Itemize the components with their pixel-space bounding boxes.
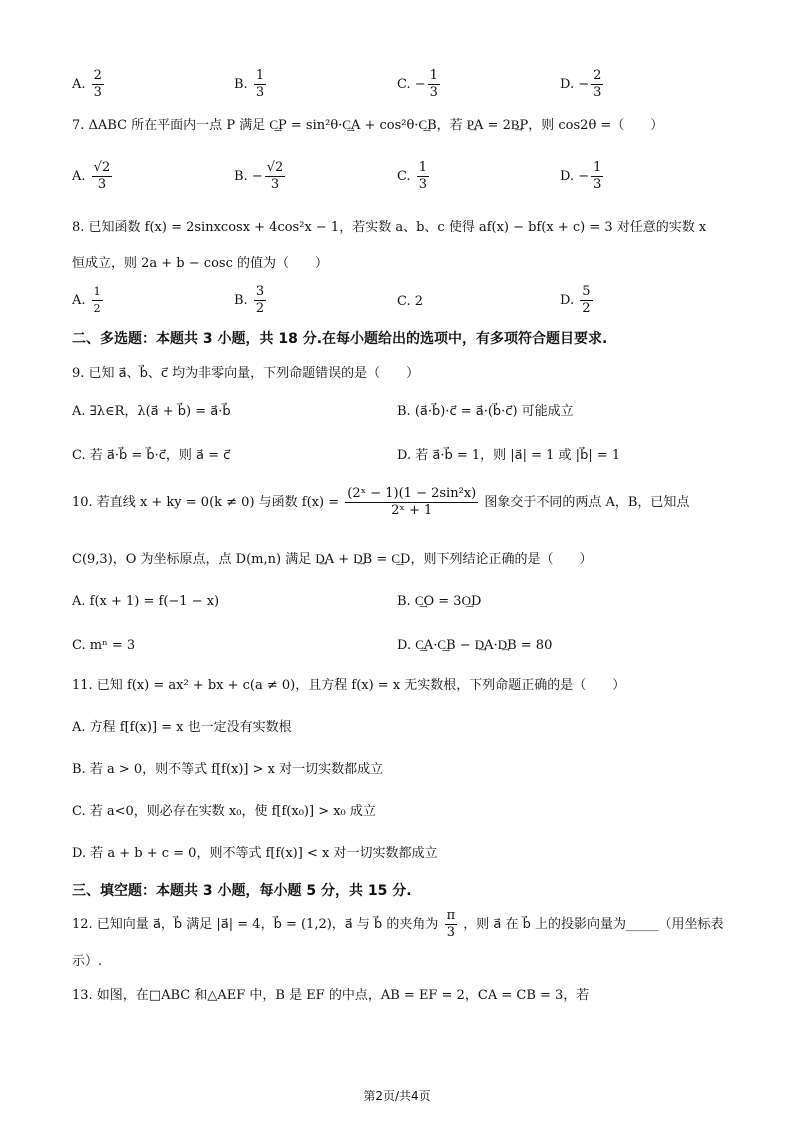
- numerator: 1: [418, 160, 428, 175]
- section-heading-multiple-choice: 二、多选题：本题共 3 小题，共 18 分.在每小题给出的选项中，有多项符合题目要求.: [72, 331, 608, 347]
- denominator: 3: [97, 177, 107, 192]
- option-value: 2: [414, 294, 424, 309]
- denominator: 2: [255, 301, 265, 316]
- q6-option-b[interactable]: [234, 68, 268, 101]
- denominator: 2ˣ + 1: [391, 503, 433, 518]
- q10-stem-post: 图象交于不同的两点 A，B，已知点: [484, 495, 690, 510]
- fraction: [417, 160, 429, 193]
- q9-option-b[interactable]: B. (a⃗·b⃗)·c⃗ = a⃗·(b⃗·c⃗) 可能成立: [397, 404, 574, 419]
- q9-option-c[interactable]: C. 若 a⃗·b⃗ = b⃗·c⃗，则 a⃗ = c⃗: [72, 448, 231, 463]
- denominator: 2: [582, 301, 591, 316]
- numerator: π: [446, 908, 456, 923]
- option-label: C.: [397, 77, 411, 92]
- option-label: B.: [234, 293, 248, 308]
- q12-stem-line1: [72, 908, 724, 941]
- sign: −: [251, 169, 263, 184]
- q11-stem: 11. 已知 f(x) = ax² + bx + c(a ≠ 0)，且方程 f(x) = x 无实数根，下列命题正确的是（ ）: [72, 678, 626, 693]
- q8-option-b[interactable]: [234, 284, 268, 317]
- numerator: 1: [92, 284, 103, 301]
- fraction: [591, 68, 603, 101]
- option-label: B.: [234, 169, 248, 184]
- sign: −: [578, 169, 590, 184]
- option-label: B.: [234, 77, 248, 92]
- q9-option-d[interactable]: D. 若 a⃗·b⃗ = 1，则 |a⃗| = 1 或 |b⃗| = 1: [397, 448, 621, 463]
- q12-stem-line2: 示）.: [72, 954, 103, 969]
- denominator: 3: [418, 177, 428, 192]
- fraction: [92, 284, 103, 317]
- option-label: D.: [560, 293, 575, 308]
- q11-option-c[interactable]: C. 若 a<0，则必存在实数 x₀，使 f[f(x₀)] > x₀ 成立: [72, 804, 376, 819]
- q9-stem: 9. 已知 a⃗、b⃗、c⃗ 均为非零向量，下列命题错误的是（ ）: [72, 366, 420, 381]
- q6-option-d[interactable]: [560, 68, 605, 101]
- option-label: A.: [72, 77, 86, 92]
- fraction: [345, 486, 478, 519]
- denominator: 3: [446, 925, 455, 940]
- q6-option-c[interactable]: [397, 68, 442, 101]
- q11-option-a[interactable]: A. 方程 f[f(x)] = x 也一定没有实数根: [72, 720, 292, 735]
- q10-stem-line1: [72, 486, 689, 519]
- q10-option-b[interactable]: B. C͢O = 3O͢D: [397, 594, 482, 609]
- sign: −: [414, 77, 426, 92]
- numerator: 5: [582, 284, 591, 299]
- denominator: 3: [93, 85, 102, 100]
- q7-option-c[interactable]: [397, 160, 431, 193]
- numerator: 3: [255, 284, 265, 299]
- q10-stem-line2: C(9,3)，O 为坐标原点，点 D(m,n) 满足 D͢A + D͢B = C͢D，则下列结论正确的是（ ）: [72, 552, 593, 567]
- q11-option-b[interactable]: B. 若 a > 0，则不等式 f[f(x)] > x 对一切实数都成立: [72, 762, 384, 777]
- q9-option-a[interactable]: A. ∃λ∈R，λ(a⃗ + b⃗) = a⃗·b⃗: [72, 404, 231, 419]
- numerator: (2ˣ − 1)(1 − 2sin²x): [347, 486, 477, 501]
- fraction: [580, 284, 592, 317]
- q10-option-d[interactable]: D. C͢A·C͢B − D͢A·D͢B = 80: [397, 638, 553, 653]
- denominator: 3: [593, 85, 602, 100]
- option-label: A.: [72, 169, 86, 184]
- fraction: [254, 284, 266, 317]
- q6-option-a[interactable]: [72, 68, 106, 101]
- q11-option-d[interactable]: D. 若 a + b + c = 0，则不等式 f[f(x)] < x 对一切实数都成立: [72, 846, 438, 861]
- numerator: √2: [93, 160, 111, 175]
- section-heading-fill-blank: 三、填空题：本题共 3 小题，每小题 5 分，共 15 分.: [72, 883, 412, 899]
- q10-stem-pre: 10. 若直线 x + ky = 0(k ≠ 0) 与函数 f(x) =: [72, 495, 340, 510]
- denominator: 3: [429, 85, 438, 100]
- q12-stem-pre: 12. 已知向量 a⃗，b⃗ 满足 |a⃗| = 4，b⃗ = (1,2)，a⃗ 与 b⃗ 的夹角为: [72, 917, 439, 932]
- denominator: 3: [270, 177, 280, 192]
- page-number: 第2页/共4页: [363, 1089, 431, 1103]
- q7-option-d[interactable]: [560, 160, 605, 193]
- q10-option-a[interactable]: A. f(x + 1) = f(−1 − x): [72, 594, 220, 609]
- numerator: 1: [255, 68, 265, 83]
- q12-stem-post: ，则 a⃗ 在 b⃗ 上的投影向量为_____（用坐标表: [463, 917, 724, 932]
- q7-option-b[interactable]: [234, 160, 287, 193]
- denominator: 3: [593, 177, 602, 192]
- numerator: √2: [266, 160, 284, 175]
- q8-stem-line2: 恒成立，则 2a + b − cosc 的值为（ ）: [72, 256, 328, 271]
- fraction: [254, 68, 266, 101]
- denominator: 3: [255, 85, 265, 100]
- option-label: D.: [560, 77, 575, 92]
- fraction: [92, 68, 104, 101]
- q10-option-c[interactable]: C. mⁿ = 3: [72, 638, 136, 653]
- fraction: [92, 160, 113, 193]
- numerator: 1: [593, 160, 602, 175]
- q8-option-a[interactable]: [72, 284, 105, 317]
- option-label: C.: [397, 294, 411, 309]
- option-label: D.: [560, 169, 575, 184]
- q7-stem: 7. ΔABC 所在平面内一点 P 满足 C͢P = sin²θ·C͢A + cos²θ·C͢B，若 P͢A = 2B͢P，则 cos2θ =（ ）: [72, 118, 664, 133]
- sign: −: [578, 77, 590, 92]
- option-label: A.: [72, 293, 86, 308]
- option-label: C.: [397, 169, 411, 184]
- numerator: 2: [93, 68, 102, 83]
- fraction: [445, 908, 458, 941]
- numerator: 1: [429, 68, 438, 83]
- q8-option-d[interactable]: [560, 284, 595, 317]
- fraction: [265, 160, 286, 193]
- q8-option-c[interactable]: [397, 292, 423, 312]
- q13-stem: 13. 如图，在□ABC 和△AEF 中，B 是 EF 的中点，AB = EF = 2，CA = CB = 3，若: [72, 988, 590, 1003]
- denominator: 2: [93, 302, 101, 315]
- fraction: [591, 160, 603, 193]
- fraction: [428, 68, 440, 101]
- q8-stem-line1: 8. 已知函数 f(x) = 2sinxcosx + 4cos²x − 1，若实数 a、b、c 使得 af(x) − bf(x + c) = 3 对任意的实数 x: [72, 220, 707, 235]
- q7-option-a[interactable]: [72, 160, 114, 193]
- numerator: 2: [593, 68, 602, 83]
